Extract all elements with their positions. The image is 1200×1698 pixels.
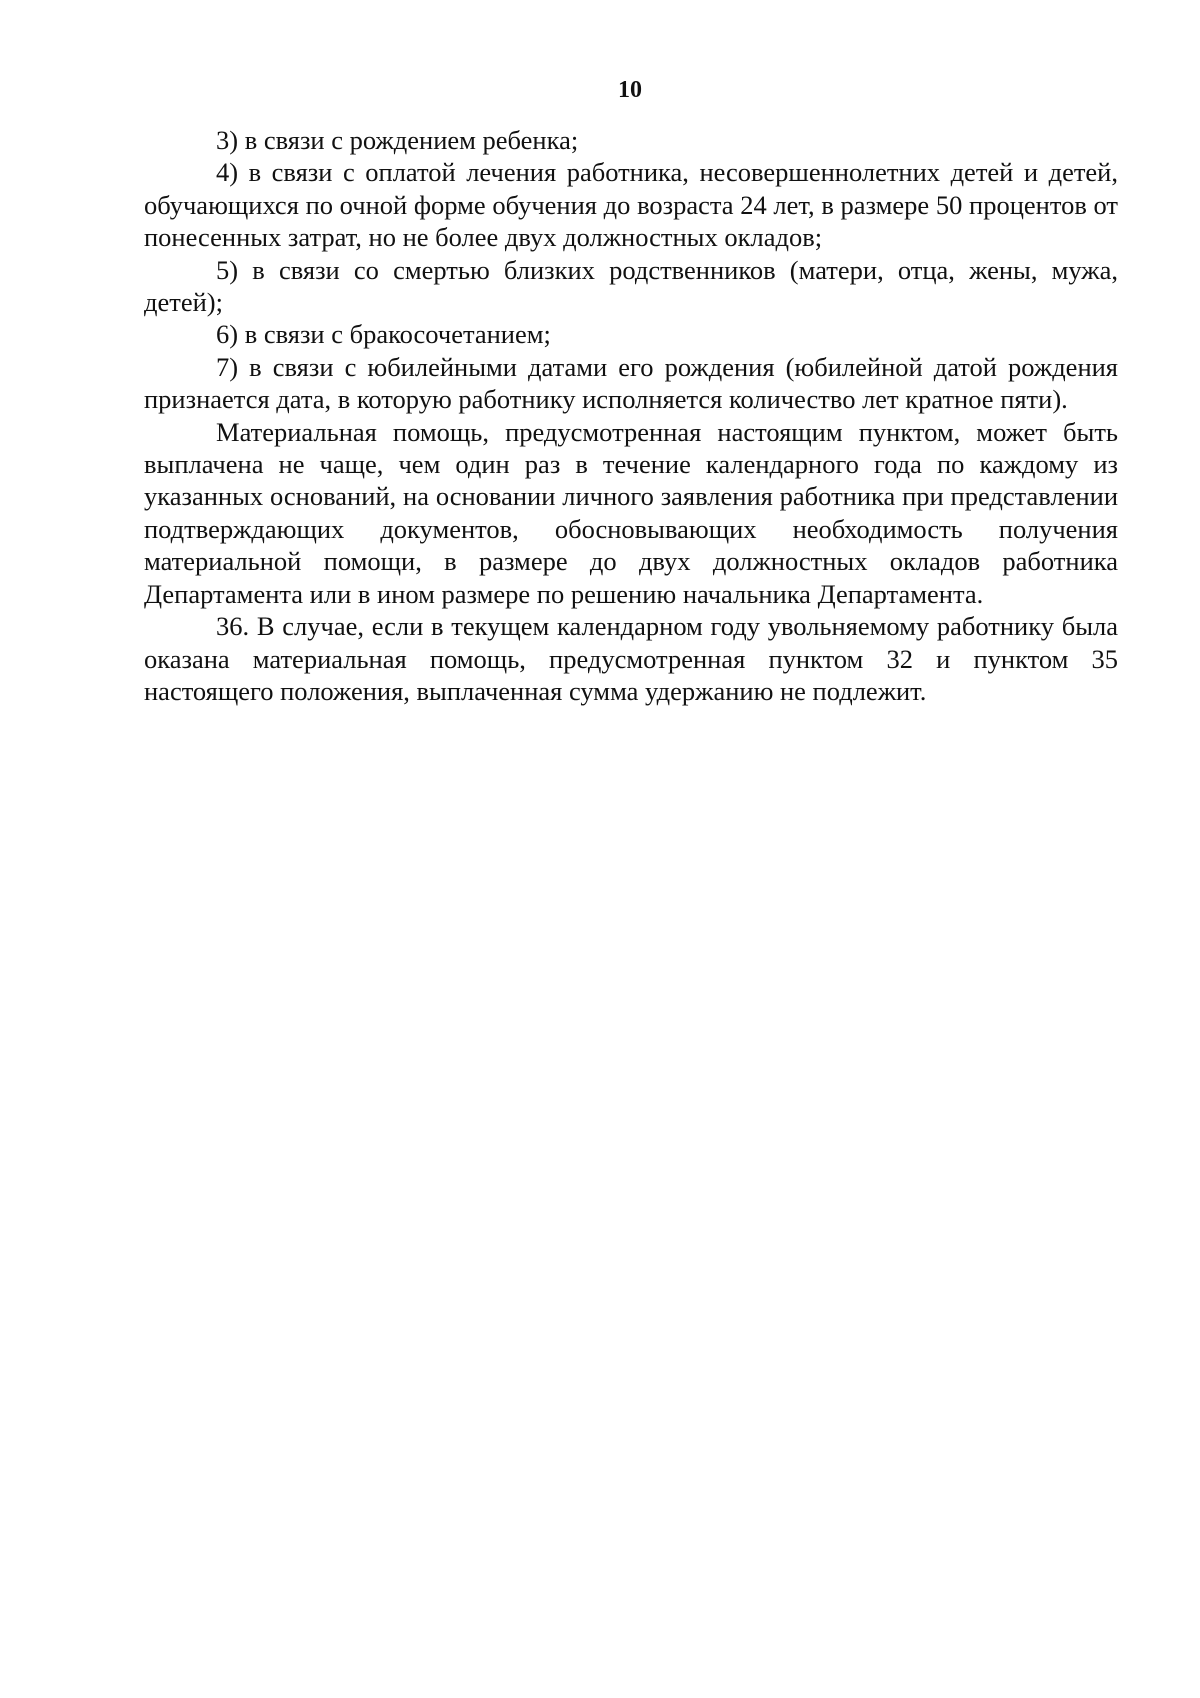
list-item-7: 7) в связи с юбилейными датами его рождения (юбилейной датой рождения признается дата, в которую работнику исполняется количество лет кратное пяти).	[144, 351, 1118, 415]
paragraph-material-aid: Материальная помощь, предусмотренная настоящим пунктом, может быть выплачена не чаще, чем один раз в течение календарного года по каждому из указанных оснований, на основании личного заявления работника при представлении подтверждающих документов, обосновывающих необходимость получения материальной помощи, в размере до двух должностных окладов работника Департамента или в ином размере по решению начальника Департамента.	[144, 416, 1118, 609]
list-item-6: 6) в связи с бракосочетанием;	[216, 319, 551, 350]
list-item-5: 5) в связи со смертью близких родственников (матери, отца, жены, мужа, детей);	[144, 254, 1118, 318]
list-item-3: 3) в связи с рождением ребенка;	[216, 125, 579, 155]
paragraph-36: 36. В случае, если в текущем календарном году увольняемому работнику была оказана материальная помощь, предусмотренная пунктом 32 и пунктом 35 настоящего положения, выплаченная сумма удержанию не подлежит.	[144, 611, 1118, 706]
list-item-4: 4) в связи с оплатой лечения работника, несовершеннолетних детей и детей, обучающихся по очной форме обучения до возраста 24 лет, в размере 50 процентов от понесенных затрат, но не более двух должностных окладов;	[144, 157, 1118, 253]
document-body	[144, 124, 1118, 707]
page-number: 10	[618, 77, 642, 103]
